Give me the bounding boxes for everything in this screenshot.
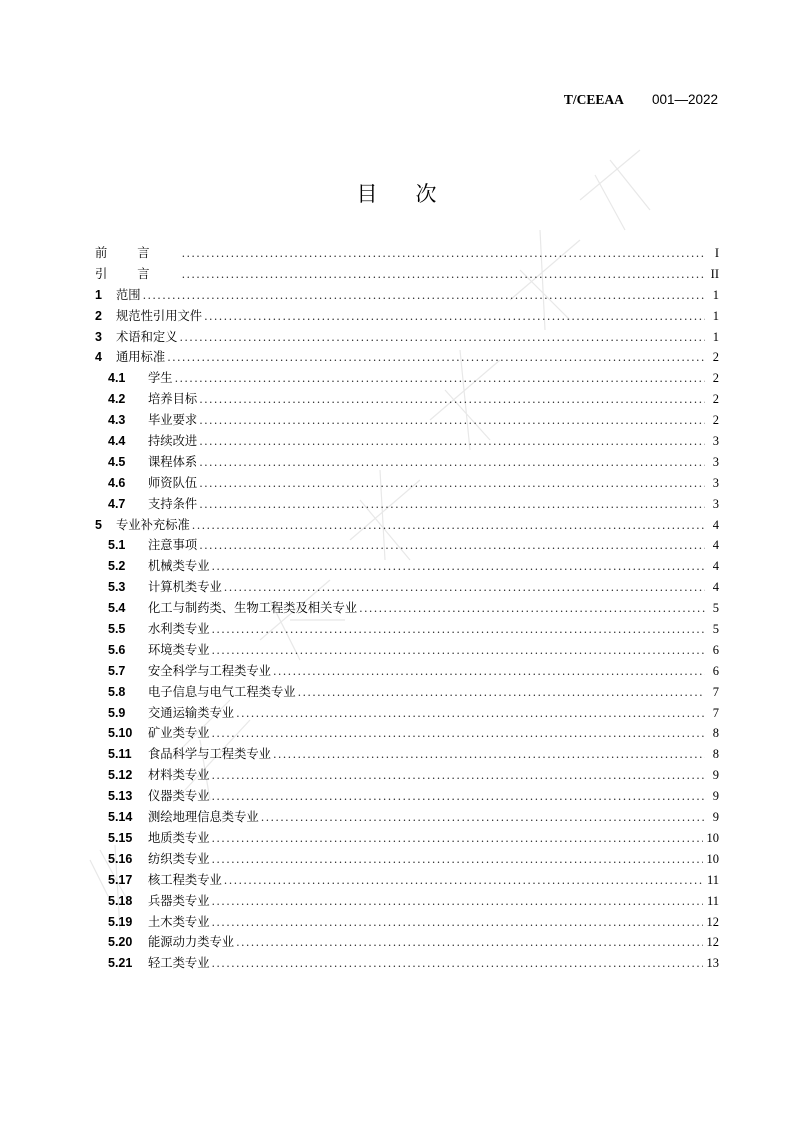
toc-leader-dots xyxy=(212,853,703,866)
toc-entry-page: 12 xyxy=(706,914,719,929)
toc-leader-dots xyxy=(167,351,705,364)
toc-entry-label: 计算机类专业 xyxy=(148,580,222,595)
toc-entry-page: 1 xyxy=(712,308,719,323)
toc-entry-label: 专业补充标准 xyxy=(116,517,190,532)
toc-entry-page: 4 xyxy=(712,580,719,595)
toc-entry-number: 5.12 xyxy=(108,768,133,783)
toc-entry-label: 核工程类专业 xyxy=(148,872,222,887)
toc-entry-number: 5.16 xyxy=(108,851,133,866)
toc-entry-label: 范围 xyxy=(116,287,141,302)
toc-entry-label: 能源动力类专业 xyxy=(148,935,235,950)
toc-entry-label: 兵器类专业 xyxy=(148,893,210,908)
table-of-contents xyxy=(95,243,719,974)
toc-leader-dots xyxy=(212,832,703,845)
toc-entry[interactable] xyxy=(95,870,719,891)
toc-leader-dots xyxy=(261,811,705,824)
toc-entry-page: 10 xyxy=(706,830,719,845)
toc-leader-dots xyxy=(298,686,705,699)
toc-entry-page: 4 xyxy=(712,559,719,574)
standard-code: T/CEEAA xyxy=(563,92,624,107)
toc-entry[interactable] xyxy=(95,744,719,765)
toc-entry[interactable] xyxy=(95,912,719,933)
toc-entry-number: 2 xyxy=(95,308,102,323)
toc-entry-label: 地质类专业 xyxy=(148,830,210,845)
toc-entry[interactable] xyxy=(95,285,719,306)
toc-entry[interactable] xyxy=(95,410,719,431)
toc-entry-number: 4.5 xyxy=(108,454,126,469)
toc-entry-number: 1 xyxy=(95,287,102,302)
toc-entry-number: 5.20 xyxy=(108,935,133,950)
toc-leader-dots xyxy=(182,247,705,260)
toc-entry-page: 4 xyxy=(712,517,719,532)
toc-entry[interactable] xyxy=(95,891,719,912)
toc-entry[interactable] xyxy=(95,723,719,744)
toc-entry-label: 化工与制药类、生物工程类及相关专业 xyxy=(148,601,358,616)
toc-entry[interactable] xyxy=(95,682,719,703)
toc-entry-number: 5 xyxy=(95,517,102,532)
toc-leader-dots xyxy=(212,623,706,636)
toc-entry[interactable] xyxy=(95,556,719,577)
toc-entry-page: 1 xyxy=(712,287,719,302)
toc-entry-page: 8 xyxy=(712,726,719,741)
toc-entry[interactable] xyxy=(95,619,719,640)
toc-entry-label: 电子信息与电气工程类专业 xyxy=(148,684,296,699)
toc-entry-label: 土木类专业 xyxy=(148,914,210,929)
toc-leader-dots xyxy=(212,916,703,929)
toc-entry-number: 5.9 xyxy=(108,705,126,720)
toc-entry-label: 术语和定义 xyxy=(116,329,178,344)
toc-leader-dots xyxy=(192,519,705,532)
toc-leader-dots xyxy=(212,560,706,573)
toc-entry-page: 1 xyxy=(712,329,719,344)
toc-entry-number: 5.15 xyxy=(108,830,133,845)
toc-entry-number: 5.10 xyxy=(108,726,133,741)
toc-leader-dots xyxy=(224,581,705,594)
toc-entry[interactable] xyxy=(95,243,719,264)
toc-entry-page: 2 xyxy=(712,350,719,365)
toc-leader-dots xyxy=(212,895,703,908)
toc-entry-label: 支持条件 xyxy=(148,496,198,511)
toc-entry-label: 纺织类专业 xyxy=(148,851,210,866)
toc-entry-page: 12 xyxy=(706,935,719,950)
toc-entry[interactable] xyxy=(95,431,719,452)
toc-entry-label: 安全科学与工程类专业 xyxy=(148,663,271,678)
toc-entry-label: 水利类专业 xyxy=(148,622,210,637)
toc-entry[interactable] xyxy=(95,347,719,368)
toc-leader-dots xyxy=(199,498,705,511)
toc-entry-label: 仪器类专业 xyxy=(148,789,210,804)
toc-entry-label: 通用标准 xyxy=(116,350,166,365)
toc-entry-number: 4.3 xyxy=(108,413,126,428)
toc-entry-label: 学生 xyxy=(148,371,173,386)
toc-entry-label: 规范性引用文件 xyxy=(116,308,203,323)
toc-entry[interactable] xyxy=(95,494,719,515)
standard-number: 001—2022 xyxy=(651,92,718,107)
toc-entry[interactable] xyxy=(95,661,719,682)
toc-entry-label: 食品科学与工程类专业 xyxy=(148,747,271,762)
toc-entry-number: 5.3 xyxy=(108,580,126,595)
toc-entry[interactable] xyxy=(95,807,719,828)
toc-entry-page: 6 xyxy=(712,663,719,678)
toc-leader-dots xyxy=(224,874,703,887)
toc-entry[interactable] xyxy=(95,640,719,661)
toc-entry-label: 矿业类专业 xyxy=(148,726,210,741)
toc-entry[interactable] xyxy=(95,828,719,849)
toc-entry-page: 9 xyxy=(712,789,719,804)
toc-entry-number: 5.18 xyxy=(108,893,133,908)
toc-entry[interactable] xyxy=(95,577,719,598)
toc-entry-number: 4 xyxy=(95,350,102,365)
toc-entry-label: 课程体系 xyxy=(148,454,198,469)
toc-entry-page: 11 xyxy=(706,872,719,887)
toc-leader-dots xyxy=(199,414,705,427)
toc-entry-page: 5 xyxy=(712,622,719,637)
toc-entry-number: 5.2 xyxy=(108,559,126,574)
toc-entry-page: 3 xyxy=(712,454,719,469)
toc-entry-page: 9 xyxy=(712,810,719,825)
toc-entry[interactable] xyxy=(95,327,719,348)
toc-entry-label: 机械类专业 xyxy=(148,559,210,574)
toc-entry[interactable] xyxy=(95,932,719,953)
toc-entry[interactable] xyxy=(95,264,719,285)
toc-entry-page: 11 xyxy=(706,893,719,908)
toc-entry-number: 5.5 xyxy=(108,622,126,637)
toc-entry-page: II xyxy=(710,266,719,281)
toc-entry-page: 8 xyxy=(712,747,719,762)
toc-entry-number: 4.6 xyxy=(108,475,126,490)
toc-entry-number: 5.19 xyxy=(108,914,133,929)
toc-entry-page: I xyxy=(714,246,719,260)
toc-entry-page: 3 xyxy=(712,434,719,449)
toc-leader-dots xyxy=(212,957,703,970)
toc-leader-dots xyxy=(199,435,705,448)
toc-leader-dots xyxy=(199,393,705,406)
toc-entry-page: 10 xyxy=(706,851,719,866)
toc-entry-page: 6 xyxy=(712,642,719,657)
toc-leader-dots xyxy=(212,644,706,657)
toc-entry-label: 引言 xyxy=(95,266,180,281)
toc-entry-page: 5 xyxy=(712,601,719,616)
toc-entry[interactable] xyxy=(95,368,719,389)
toc-entry[interactable] xyxy=(95,452,719,473)
toc-entry[interactable] xyxy=(95,389,719,410)
toc-entry-number: 4.2 xyxy=(108,392,126,407)
toc-entry-number: 5.17 xyxy=(108,872,133,887)
toc-entry-page: 3 xyxy=(712,475,719,490)
toc-leader-dots xyxy=(182,268,705,281)
toc-entry-number: 3 xyxy=(95,329,102,344)
toc-leader-dots xyxy=(212,769,706,782)
toc-entry[interactable] xyxy=(95,765,719,786)
toc-entry-label: 材料类专业 xyxy=(148,768,210,783)
toc-entry[interactable] xyxy=(95,515,719,536)
toc-entry-number: 5.14 xyxy=(108,810,133,825)
toc-leader-dots xyxy=(212,727,706,740)
toc-entry-number: 5.1 xyxy=(108,538,126,553)
toc-entry-label: 轻工类专业 xyxy=(148,956,210,971)
toc-leader-dots xyxy=(236,936,702,949)
toc-entry-label: 师资队伍 xyxy=(148,475,198,490)
toc-leader-dots xyxy=(175,372,705,385)
toc-entry-label: 测绘地理信息类专业 xyxy=(148,810,259,825)
toc-entry-number: 4.7 xyxy=(108,496,126,511)
toc-entry-page: 2 xyxy=(712,392,719,407)
toc-entry[interactable] xyxy=(95,786,719,807)
toc-entry-number: 5.21 xyxy=(108,956,133,971)
toc-entry-label: 持续改进 xyxy=(148,434,198,449)
toc-entry-label: 毕业要求 xyxy=(148,413,198,428)
toc-entry[interactable] xyxy=(95,306,719,327)
toc-entry-number: 5.8 xyxy=(108,684,126,699)
document-header xyxy=(564,92,718,108)
toc-entry-page: 13 xyxy=(706,956,719,971)
toc-leader-dots xyxy=(143,289,705,302)
toc-entry-number: 5.6 xyxy=(108,642,126,657)
toc-entry-page: 3 xyxy=(712,496,719,511)
toc-entry-number: 5.11 xyxy=(108,747,132,762)
toc-leader-dots xyxy=(180,331,706,344)
toc-entry-number: 4.4 xyxy=(108,434,126,449)
toc-entry-label: 注意事项 xyxy=(148,538,198,553)
toc-leader-dots xyxy=(199,539,705,552)
toc-entry-number: 5.4 xyxy=(108,601,126,616)
toc-entry-page: 4 xyxy=(712,538,719,553)
toc-leader-dots xyxy=(199,456,705,469)
page-title: 目次 xyxy=(356,182,475,206)
toc-entry[interactable] xyxy=(95,849,719,870)
toc-entry-number: 5.7 xyxy=(108,663,126,678)
toc-leader-dots xyxy=(273,665,705,678)
toc-entry-page: 9 xyxy=(712,768,719,783)
toc-leader-dots xyxy=(199,477,705,490)
toc-entry[interactable] xyxy=(95,473,719,494)
toc-entry-label: 环境类专业 xyxy=(148,642,210,657)
toc-entry-label: 前言 xyxy=(95,246,180,260)
toc-leader-dots xyxy=(273,748,705,761)
toc-leader-dots xyxy=(359,602,705,615)
toc-entry-page: 2 xyxy=(712,413,719,428)
toc-entry[interactable] xyxy=(95,953,719,974)
toc-entry[interactable] xyxy=(95,703,719,724)
toc-entry-page: 2 xyxy=(712,371,719,386)
toc-entry[interactable] xyxy=(95,598,719,619)
toc-entry-label: 交通运输类专业 xyxy=(148,705,235,720)
toc-entry-page: 7 xyxy=(712,705,719,720)
toc-entry-number: 4.1 xyxy=(108,371,126,386)
toc-entry-number: 5.13 xyxy=(108,789,133,804)
toc-entry-label: 培养目标 xyxy=(148,392,198,407)
toc-leader-dots xyxy=(212,790,706,803)
toc-entry[interactable] xyxy=(95,535,719,556)
toc-leader-dots xyxy=(204,310,705,323)
toc-leader-dots xyxy=(236,707,705,720)
toc-entry-page: 7 xyxy=(712,684,719,699)
